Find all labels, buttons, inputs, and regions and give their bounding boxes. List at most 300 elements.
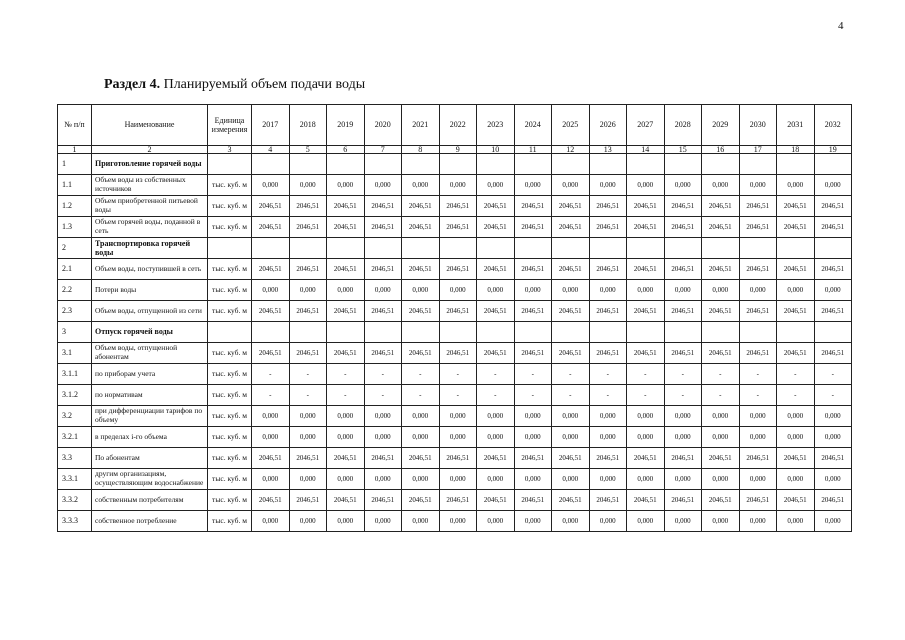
table-row <box>58 301 852 322</box>
row-value: 0,000 <box>252 427 290 448</box>
header-year: 2029 <box>702 105 740 146</box>
column-number: 10 <box>477 146 515 154</box>
row-value: 2046,51 <box>627 490 665 511</box>
row-value: 0,000 <box>252 469 290 490</box>
row-unit: тыс. куб. м <box>208 511 252 532</box>
column-number: 1 <box>58 146 92 154</box>
row-value <box>702 322 740 343</box>
row-value <box>702 238 740 259</box>
row-value: 0,000 <box>627 175 665 196</box>
header-year: 2027 <box>627 105 665 146</box>
row-value: 0,000 <box>552 280 590 301</box>
row-value: 2046,51 <box>514 196 552 217</box>
row-value: 0,000 <box>327 511 365 532</box>
row-value: 2046,51 <box>289 448 327 469</box>
row-number: 3 <box>58 322 92 343</box>
row-value: 0,000 <box>664 427 702 448</box>
table-row <box>58 196 852 217</box>
row-value: 0,000 <box>289 280 327 301</box>
row-value: 0,000 <box>739 511 777 532</box>
row-value: 0,000 <box>364 427 402 448</box>
row-number: 2.2 <box>58 280 92 301</box>
row-value: - <box>289 364 327 385</box>
row-value: 0,000 <box>252 406 290 427</box>
row-value: 2046,51 <box>627 448 665 469</box>
row-value: 0,000 <box>327 280 365 301</box>
row-value: 0,000 <box>552 175 590 196</box>
row-name: Потери воды <box>92 280 208 301</box>
row-unit: тыс. куб. м <box>208 469 252 490</box>
row-value: - <box>439 385 477 406</box>
table-row <box>58 322 852 343</box>
row-value: - <box>702 364 740 385</box>
row-value <box>627 322 665 343</box>
row-value <box>514 238 552 259</box>
row-value: 0,000 <box>777 280 815 301</box>
row-value <box>364 322 402 343</box>
column-number: 16 <box>702 146 740 154</box>
header-year: 2031 <box>777 105 815 146</box>
row-value: 2046,51 <box>814 490 852 511</box>
row-value: 2046,51 <box>739 196 777 217</box>
row-value: 2046,51 <box>364 448 402 469</box>
row-value: 0,000 <box>364 280 402 301</box>
table-row <box>58 217 852 238</box>
row-value <box>739 322 777 343</box>
row-name: собственное потребление <box>92 511 208 532</box>
water-supply-table <box>57 104 852 532</box>
row-value: 0,000 <box>589 469 627 490</box>
row-value <box>252 154 290 175</box>
row-value <box>402 322 440 343</box>
column-number: 2 <box>92 146 208 154</box>
row-name: Объем воды, поступившей в сеть <box>92 259 208 280</box>
row-value: 2046,51 <box>739 448 777 469</box>
header-year: 2024 <box>514 105 552 146</box>
row-value: - <box>477 385 515 406</box>
row-value: 0,000 <box>552 427 590 448</box>
row-value: 2046,51 <box>327 259 365 280</box>
row-value: 2046,51 <box>552 343 590 364</box>
row-value: 2046,51 <box>739 217 777 238</box>
row-value: 2046,51 <box>777 301 815 322</box>
row-value: 2046,51 <box>252 448 290 469</box>
column-number: 18 <box>777 146 815 154</box>
row-value: 0,000 <box>514 469 552 490</box>
row-value: 0,000 <box>702 406 740 427</box>
row-value: 0,000 <box>477 406 515 427</box>
table-row <box>58 154 852 175</box>
table-row <box>58 469 852 490</box>
row-value <box>777 322 815 343</box>
row-unit: тыс. куб. м <box>208 448 252 469</box>
row-value: 2046,51 <box>439 259 477 280</box>
row-value: 0,000 <box>252 175 290 196</box>
row-number: 3.2.1 <box>58 427 92 448</box>
row-value: 0,000 <box>289 511 327 532</box>
row-name: собственным потребителям <box>92 490 208 511</box>
row-value: - <box>402 385 440 406</box>
row-value: - <box>402 364 440 385</box>
row-value <box>327 238 365 259</box>
row-value <box>552 322 590 343</box>
row-value: 0,000 <box>439 511 477 532</box>
table-row <box>58 343 852 364</box>
column-number: 5 <box>289 146 327 154</box>
row-value: 2046,51 <box>477 448 515 469</box>
row-value: 2046,51 <box>589 196 627 217</box>
row-value: - <box>627 385 665 406</box>
row-value: 2046,51 <box>589 301 627 322</box>
row-value <box>777 154 815 175</box>
column-number: 11 <box>514 146 552 154</box>
row-name: Объем воды из собственных источников <box>92 175 208 196</box>
row-value: 2046,51 <box>702 259 740 280</box>
column-number: 15 <box>664 146 702 154</box>
row-value: 0,000 <box>514 175 552 196</box>
row-value <box>439 154 477 175</box>
row-value: 0,000 <box>402 280 440 301</box>
row-unit <box>208 154 252 175</box>
row-value: 2046,51 <box>252 259 290 280</box>
row-value: 2046,51 <box>664 259 702 280</box>
row-value: 2046,51 <box>364 490 402 511</box>
row-value: 2046,51 <box>364 343 402 364</box>
column-number: 6 <box>327 146 365 154</box>
row-value <box>289 154 327 175</box>
row-value: 0,000 <box>402 511 440 532</box>
row-value <box>627 154 665 175</box>
row-value: 0,000 <box>627 427 665 448</box>
row-number: 1 <box>58 154 92 175</box>
row-unit: тыс. куб. м <box>208 280 252 301</box>
row-number: 3.3.1 <box>58 469 92 490</box>
row-value: 2046,51 <box>702 217 740 238</box>
table-row <box>58 175 852 196</box>
row-value: 2046,51 <box>702 448 740 469</box>
row-value: 2046,51 <box>814 196 852 217</box>
row-value: - <box>552 385 590 406</box>
row-name: в пределах i-го объема <box>92 427 208 448</box>
row-value: 0,000 <box>439 427 477 448</box>
row-value: 2046,51 <box>814 217 852 238</box>
row-value: 2046,51 <box>364 196 402 217</box>
row-name: другим организациям, осуществляющим водоснабжение <box>92 469 208 490</box>
row-value: 2046,51 <box>702 343 740 364</box>
row-value <box>664 154 702 175</box>
row-name: Объем воды, отпущенной абонентам <box>92 343 208 364</box>
row-name: Объем приобретенной питьевой воды <box>92 196 208 217</box>
row-value: 2046,51 <box>739 490 777 511</box>
row-value: 2046,51 <box>589 448 627 469</box>
row-value <box>814 154 852 175</box>
row-value: 0,000 <box>739 280 777 301</box>
row-value <box>514 154 552 175</box>
row-value: 2046,51 <box>589 343 627 364</box>
row-value <box>589 322 627 343</box>
row-value: 0,000 <box>664 175 702 196</box>
row-value: 2046,51 <box>777 259 815 280</box>
row-value: 2046,51 <box>739 259 777 280</box>
row-value: 0,000 <box>589 175 627 196</box>
row-value: 2046,51 <box>814 448 852 469</box>
row-value: 0,000 <box>289 406 327 427</box>
row-value: 2046,51 <box>289 217 327 238</box>
row-value: - <box>477 364 515 385</box>
header-year: 2019 <box>327 105 365 146</box>
row-value: 2046,51 <box>477 301 515 322</box>
row-value: 0,000 <box>327 406 365 427</box>
row-value: - <box>514 364 552 385</box>
row-number: 3.2 <box>58 406 92 427</box>
row-value: - <box>552 364 590 385</box>
row-value: 2046,51 <box>514 490 552 511</box>
row-value: 0,000 <box>702 280 740 301</box>
row-value: 0,000 <box>439 280 477 301</box>
row-value: 0,000 <box>702 511 740 532</box>
section-title <box>104 77 365 93</box>
row-value: 2046,51 <box>252 301 290 322</box>
row-value <box>252 322 290 343</box>
row-value: 0,000 <box>477 280 515 301</box>
row-value <box>477 322 515 343</box>
row-value: 2046,51 <box>552 196 590 217</box>
row-value: 2046,51 <box>327 490 365 511</box>
row-value: 2046,51 <box>402 196 440 217</box>
row-value: 2046,51 <box>664 217 702 238</box>
row-value: 2046,51 <box>589 490 627 511</box>
row-unit: тыс. куб. м <box>208 364 252 385</box>
row-value: 0,000 <box>589 280 627 301</box>
header-year: 2020 <box>364 105 402 146</box>
row-value: 0,000 <box>664 469 702 490</box>
row-value: 2046,51 <box>702 490 740 511</box>
row-value: 0,000 <box>402 427 440 448</box>
row-value: 0,000 <box>739 427 777 448</box>
table-row <box>58 406 852 427</box>
row-value: 0,000 <box>364 511 402 532</box>
row-value: - <box>252 364 290 385</box>
row-value: 0,000 <box>439 406 477 427</box>
row-value: 0,000 <box>402 406 440 427</box>
row-value: 0,000 <box>814 406 852 427</box>
row-value <box>739 238 777 259</box>
row-value: - <box>364 385 402 406</box>
row-value: 2046,51 <box>664 343 702 364</box>
table-row <box>58 448 852 469</box>
row-value: 0,000 <box>814 175 852 196</box>
row-value: 0,000 <box>664 406 702 427</box>
row-unit: тыс. куб. м <box>208 385 252 406</box>
row-name: Объем горячей воды, поданной в сеть <box>92 217 208 238</box>
column-number: 14 <box>627 146 665 154</box>
row-value: 2046,51 <box>439 448 477 469</box>
row-number: 3.3 <box>58 448 92 469</box>
row-value: 2046,51 <box>327 448 365 469</box>
row-value: 2046,51 <box>327 196 365 217</box>
row-value: 2046,51 <box>664 490 702 511</box>
row-value: 2046,51 <box>777 196 815 217</box>
row-value <box>514 322 552 343</box>
row-value: 0,000 <box>702 427 740 448</box>
row-value: - <box>364 364 402 385</box>
row-value: - <box>327 364 365 385</box>
row-value: 0,000 <box>514 427 552 448</box>
row-value <box>364 154 402 175</box>
header-year: 2023 <box>477 105 515 146</box>
row-value: 2046,51 <box>402 259 440 280</box>
row-value: 2046,51 <box>439 343 477 364</box>
row-value: - <box>327 385 365 406</box>
column-number: 9 <box>439 146 477 154</box>
row-value: 2046,51 <box>477 259 515 280</box>
column-number: 19 <box>814 146 852 154</box>
row-value: 2046,51 <box>514 259 552 280</box>
table-row <box>58 238 852 259</box>
row-value: 0,000 <box>327 427 365 448</box>
row-value: 0,000 <box>702 469 740 490</box>
row-value: 0,000 <box>252 280 290 301</box>
row-unit: тыс. куб. м <box>208 406 252 427</box>
row-value: 0,000 <box>627 469 665 490</box>
row-value: 0,000 <box>402 175 440 196</box>
column-number: 12 <box>552 146 590 154</box>
row-value: 0,000 <box>327 469 365 490</box>
row-value <box>777 238 815 259</box>
row-value <box>439 322 477 343</box>
row-value: 2046,51 <box>664 196 702 217</box>
row-value: 2046,51 <box>777 217 815 238</box>
row-value: 2046,51 <box>589 217 627 238</box>
row-value: - <box>739 385 777 406</box>
row-value <box>364 238 402 259</box>
row-value: 0,000 <box>627 511 665 532</box>
header-row <box>58 105 852 146</box>
row-value: 2046,51 <box>739 343 777 364</box>
row-value: - <box>664 385 702 406</box>
row-value <box>589 154 627 175</box>
row-value: 0,000 <box>739 175 777 196</box>
row-number: 2.3 <box>58 301 92 322</box>
row-value <box>814 322 852 343</box>
row-value <box>402 238 440 259</box>
row-unit: тыс. куб. м <box>208 259 252 280</box>
row-value: 0,000 <box>402 469 440 490</box>
row-value: 2046,51 <box>252 490 290 511</box>
row-value: 0,000 <box>589 406 627 427</box>
row-value: - <box>777 364 815 385</box>
row-value: 2046,51 <box>477 217 515 238</box>
row-number: 1.1 <box>58 175 92 196</box>
row-name: По абонентам <box>92 448 208 469</box>
row-value <box>402 154 440 175</box>
row-name: Транспортировка горячей воды <box>92 238 208 259</box>
row-unit: тыс. куб. м <box>208 301 252 322</box>
row-value: 2046,51 <box>627 259 665 280</box>
column-number: 3 <box>208 146 252 154</box>
row-number: 1.3 <box>58 217 92 238</box>
row-value: 2046,51 <box>664 301 702 322</box>
row-value <box>477 238 515 259</box>
row-value <box>589 238 627 259</box>
row-value: 2046,51 <box>289 196 327 217</box>
row-value: - <box>814 385 852 406</box>
row-value: 0,000 <box>552 511 590 532</box>
row-value: 0,000 <box>589 427 627 448</box>
column-number: 13 <box>589 146 627 154</box>
row-value: 2046,51 <box>514 217 552 238</box>
header-year: 2030 <box>739 105 777 146</box>
row-value: 0,000 <box>514 406 552 427</box>
row-value <box>252 238 290 259</box>
row-value: 2046,51 <box>627 343 665 364</box>
row-value <box>477 154 515 175</box>
row-value: 0,000 <box>552 469 590 490</box>
row-value: 0,000 <box>364 175 402 196</box>
row-value: 2046,51 <box>702 196 740 217</box>
row-value <box>327 322 365 343</box>
row-value: 0,000 <box>777 406 815 427</box>
section-heading: Планируемый объем подачи воды <box>163 77 366 92</box>
row-number: 3.3.3 <box>58 511 92 532</box>
row-value: 2046,51 <box>252 343 290 364</box>
row-value: 2046,51 <box>552 490 590 511</box>
row-value: 2046,51 <box>364 217 402 238</box>
row-value: 2046,51 <box>702 301 740 322</box>
column-number-row <box>58 146 852 154</box>
table-row <box>58 490 852 511</box>
row-value <box>327 154 365 175</box>
row-number: 3.1.2 <box>58 385 92 406</box>
row-name: по нормативам <box>92 385 208 406</box>
header-year: 2017 <box>252 105 290 146</box>
table-row <box>58 385 852 406</box>
row-name: Приготовление горячей воды <box>92 154 208 175</box>
row-value: 0,000 <box>477 175 515 196</box>
row-value: 0,000 <box>702 175 740 196</box>
row-value <box>739 154 777 175</box>
table-row <box>58 511 852 532</box>
row-unit: тыс. куб. м <box>208 175 252 196</box>
header-year: 2022 <box>439 105 477 146</box>
row-name: по приборам учета <box>92 364 208 385</box>
row-value: 2046,51 <box>477 343 515 364</box>
row-name: Отпуск горячей воды <box>92 322 208 343</box>
row-value: 0,000 <box>814 280 852 301</box>
row-value <box>289 238 327 259</box>
row-value: - <box>439 364 477 385</box>
table-row <box>58 259 852 280</box>
row-value: 0,000 <box>289 469 327 490</box>
row-value: 0,000 <box>552 406 590 427</box>
row-value: 2046,51 <box>477 490 515 511</box>
table-row <box>58 280 852 301</box>
row-value: 2046,51 <box>627 301 665 322</box>
row-value: 2046,51 <box>402 448 440 469</box>
row-value: 0,000 <box>477 511 515 532</box>
row-value: 0,000 <box>777 469 815 490</box>
row-value: 0,000 <box>327 175 365 196</box>
row-value <box>702 154 740 175</box>
row-value <box>439 238 477 259</box>
row-number: 3.1.1 <box>58 364 92 385</box>
row-value: 2046,51 <box>814 343 852 364</box>
row-value: 0,000 <box>777 175 815 196</box>
row-value: 2046,51 <box>439 490 477 511</box>
row-unit: тыс. куб. м <box>208 217 252 238</box>
row-value: 0,000 <box>514 280 552 301</box>
row-value: 2046,51 <box>327 343 365 364</box>
